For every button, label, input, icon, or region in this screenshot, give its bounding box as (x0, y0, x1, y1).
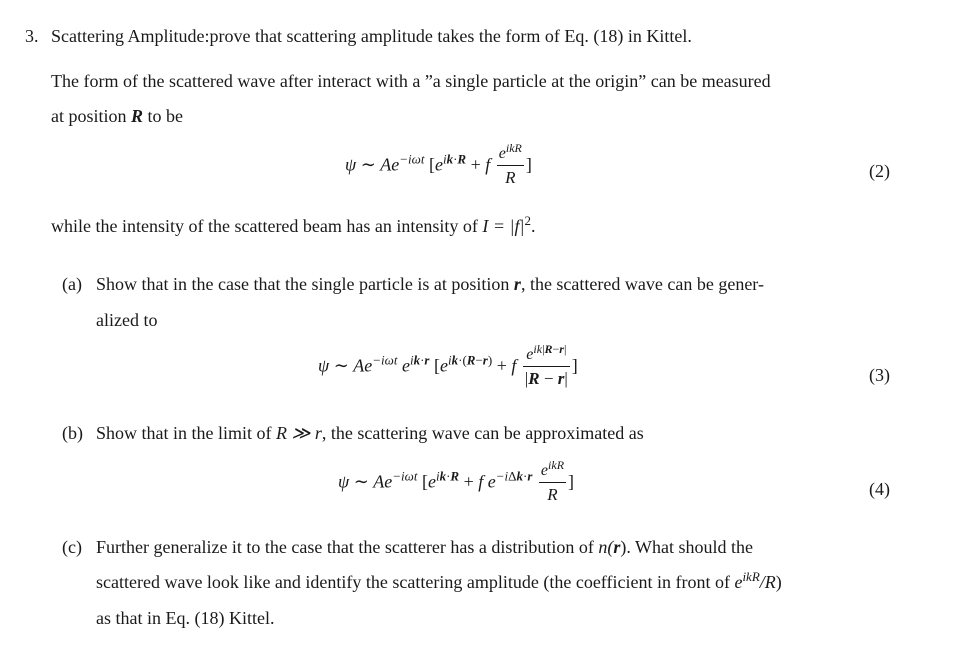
part-c-line-2 (96, 569, 782, 592)
part-a-label: (a) (62, 274, 82, 294)
part-a-var-r: r (513, 274, 521, 294)
part-a-line-1 (96, 275, 764, 293)
part-c-var-r: r (613, 537, 621, 557)
equation-2-number: (2) (869, 161, 890, 181)
problem-heading: Scattering Amplitude:prove that scattering amplitude takes the form of Eq. (18) in Kittel. (51, 26, 692, 46)
part-c-suffix: ). What should the (620, 537, 753, 557)
intensity-power: 2 (524, 213, 531, 228)
intro-line-1: The form of the scattered wave after interact with a ”a single particle at the origin” can be measured (51, 71, 771, 91)
equation-4-number: (4) (869, 479, 890, 499)
problem-number: 3. (25, 26, 39, 46)
equation-3: ψ ∼ $Ae^{-i\omega t}$ $e^{ik\cdot r}$ [$e^{ik\cdot(R-r)} + f$ $\frac{e^{ik|R-r|}}{|R - r|}$ ] (318, 342, 578, 388)
part-c-coefficient: $e^{ikR}/R$ (734, 569, 776, 592)
equation-3-number: (3) (869, 365, 890, 385)
part-b-label: (b) (62, 423, 83, 443)
part-b-suffix: , the scattering wave can be approximated as (321, 423, 644, 443)
part-a-prefix: Show that in the case that the single particle is at position (96, 274, 510, 294)
equation-4: ψ ∼ $Ae^{-i\omega t}$ [$e^{ik\cdot R} + f$ $e^{-i\Delta k\cdot r}$ $\frac{e^{ikR}}{R}$ ] (338, 458, 575, 504)
part-c-math: n( (598, 537, 614, 557)
part-a-line-2: alized to (96, 310, 158, 330)
intro-prefix: at position (51, 106, 127, 126)
equation-2: ψ ∼ $Ae^{-i\omega t}$ [$e^{ik\cdot R} + f$ $\frac{e^{ikR}}{R}$ ] (345, 141, 532, 187)
part-b-line (96, 424, 644, 442)
part-b-prefix: Show that in the limit of (96, 423, 272, 443)
part-c-line-3: as that in Eq. (18) Kittel. (96, 608, 275, 628)
intensity-line (51, 213, 536, 236)
intensity-end: . (530, 216, 536, 236)
part-c-prefix: Further generalize it to the case that the scatterer has a distribution of (96, 537, 594, 557)
part-b-math: R ≫ r (276, 423, 322, 443)
part-c-line2-suffix: ) (775, 572, 782, 592)
part-c-label: (c) (62, 537, 82, 557)
intensity-text: while the intensity of the scattered beam has an intensity of (51, 216, 478, 236)
intro-suffix: to be (147, 106, 184, 126)
part-c-line2-prefix: scattered wave look like and identify the scattering amplitude (the coefficient in front of (96, 572, 730, 592)
intro-line-2 (51, 107, 183, 125)
intensity-formula: I = |f| (482, 216, 525, 236)
part-c-line-1 (96, 538, 753, 556)
part-a-suffix: , the scattered wave can be gener- (520, 274, 764, 294)
intro-var-R: R (131, 106, 144, 126)
